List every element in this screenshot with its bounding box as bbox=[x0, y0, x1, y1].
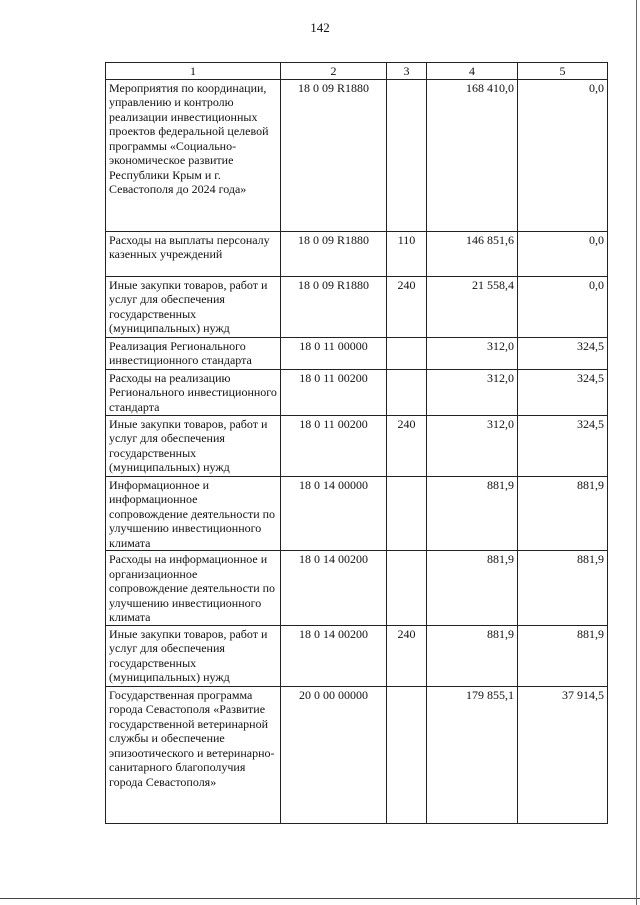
row-sum-1: 146 851,6 bbox=[427, 231, 518, 276]
header-col-2: 2 bbox=[281, 63, 387, 80]
row-vr bbox=[387, 369, 427, 415]
row-sum-1: 881,9 bbox=[427, 625, 518, 686]
row-name: Реализация Регионального инвестиционного стандарта bbox=[106, 337, 281, 369]
page-number: 142 bbox=[310, 20, 330, 35]
bottom-rule bbox=[0, 898, 640, 899]
row-name: Государственная программа города Севастополя «Развитие государственной ветеринарной службы и обеспечение эпизоотического и ветеринарно-санитарного благополучия города Севастополя» bbox=[106, 686, 281, 823]
row-code: 20 0 00 00000 bbox=[281, 686, 387, 823]
row-code: 18 0 11 00200 bbox=[281, 369, 387, 415]
row-sum-1: 881,9 bbox=[427, 551, 518, 626]
row-sum-2: 0,0 bbox=[518, 231, 608, 276]
row-code: 18 0 11 00200 bbox=[281, 415, 387, 476]
table-row bbox=[106, 415, 608, 476]
row-sum-2: 881,9 bbox=[518, 551, 608, 626]
table-row bbox=[106, 276, 608, 337]
table-row bbox=[106, 551, 608, 626]
row-vr: 240 bbox=[387, 415, 427, 476]
row-code: 18 0 09 R1880 bbox=[281, 231, 387, 276]
row-vr: 240 bbox=[387, 276, 427, 337]
row-code: 18 0 09 R1880 bbox=[281, 276, 387, 337]
row-name: Мероприятия по координации, управлению и контролю реализации инвестиционных проектов федеральной целевой программы «Социально-экономическое развитие Республики Крым и г. Севастополя до 2024 года» bbox=[106, 79, 281, 231]
header-col-1: 1 bbox=[106, 63, 281, 80]
row-sum-1: 168 410,0 bbox=[427, 79, 518, 231]
table-row bbox=[106, 79, 608, 231]
row-sum-2: 881,9 bbox=[518, 476, 608, 551]
row-sum-1: 312,0 bbox=[427, 337, 518, 369]
row-vr: 110 bbox=[387, 231, 427, 276]
row-code: 18 0 09 R1880 bbox=[281, 79, 387, 231]
header-col-3: 3 bbox=[387, 63, 427, 80]
scan-edge-line bbox=[636, 0, 637, 905]
row-sum-2: 324,5 bbox=[518, 415, 608, 476]
row-sum-1: 179 855,1 bbox=[427, 686, 518, 823]
row-sum-1: 312,0 bbox=[427, 369, 518, 415]
row-sum-2: 37 914,5 bbox=[518, 686, 608, 823]
row-sum-2: 324,5 bbox=[518, 337, 608, 369]
row-sum-1: 21 558,4 bbox=[427, 276, 518, 337]
row-code: 18 0 14 00000 bbox=[281, 476, 387, 551]
row-sum-2: 0,0 bbox=[518, 276, 608, 337]
row-sum-2: 881,9 bbox=[518, 625, 608, 686]
table-row bbox=[106, 625, 608, 686]
row-name: Расходы на выплаты персоналу казенных учреждений bbox=[106, 231, 281, 276]
row-code: 18 0 14 00200 bbox=[281, 625, 387, 686]
row-vr bbox=[387, 686, 427, 823]
row-sum-2: 0,0 bbox=[518, 79, 608, 231]
row-name: Иные закупки товаров, работ и услуг для обеспечения государственных (муниципальных) нужд bbox=[106, 276, 281, 337]
budget-table bbox=[105, 62, 608, 824]
row-name: Информационное и информационное сопровождение деятельности по улучшению инвестиционного климата bbox=[106, 476, 281, 551]
row-code: 18 0 14 00200 bbox=[281, 551, 387, 626]
row-vr bbox=[387, 551, 427, 626]
row-name: Иные закупки товаров, работ и услуг для обеспечения государственных (муниципальных) нужд bbox=[106, 625, 281, 686]
row-name: Расходы на реализацию Регионального инвестиционного стандарта bbox=[106, 369, 281, 415]
row-vr bbox=[387, 476, 427, 551]
row-code: 18 0 11 00000 bbox=[281, 337, 387, 369]
row-sum-2: 324,5 bbox=[518, 369, 608, 415]
row-sum-1: 881,9 bbox=[427, 476, 518, 551]
table-row bbox=[106, 686, 608, 823]
table-row bbox=[106, 337, 608, 369]
header-row bbox=[106, 63, 608, 80]
row-vr: 240 bbox=[387, 625, 427, 686]
row-name: Иные закупки товаров, работ и услуг для обеспечения государственных (муниципальных) нужд bbox=[106, 415, 281, 476]
table-row bbox=[106, 231, 608, 276]
row-vr bbox=[387, 79, 427, 231]
header-col-4: 4 bbox=[427, 63, 518, 80]
table-row bbox=[106, 369, 608, 415]
table-row bbox=[106, 476, 608, 551]
header-col-5: 5 bbox=[518, 63, 608, 80]
row-name: Расходы на информационное и организационное сопровождение деятельности по улучшению инвестиционного климата bbox=[106, 551, 281, 626]
row-vr bbox=[387, 337, 427, 369]
row-sum-1: 312,0 bbox=[427, 415, 518, 476]
